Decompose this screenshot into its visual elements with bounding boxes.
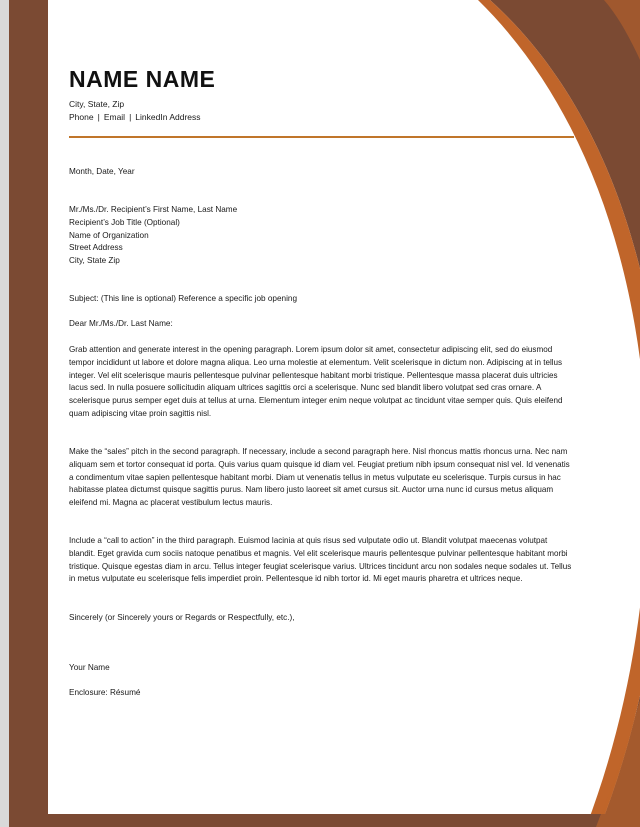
applicant-city-state-zip: City, State, Zip [69,99,125,109]
closing [69,612,574,625]
closing-text: Sincerely (or Sincerely yours or Regards or Respectfully, etc.), [69,613,295,622]
recipient-street: Street Address [69,243,123,253]
recipient-address [69,204,574,268]
body-paragraph-3: Include a “call to action” in the third paragraph. Euismod lacinia at quis risus sed vulputate odio ut. Blandit volutpat maecenas volutpat blandit. Eget gravida cum sociis natoque penatibus et magnis. Vel elit scelerisque mauris pellentesque pulvinar pellentesque habitant morbi tristique. Quisque egestas diam in arcu. Tellus integer feugiat scelerisque varius. Ultrices tincidunt arcu non sodales neque sodales ut. Tellus in metus vulputate eu scelerisque felis imperdiet proin. Pellentesque id nibh tortor id. Mi eget mauris pharetra et ultrices neque. [69,536,572,584]
signature [69,662,574,675]
contact-linkedin: LinkedIn Address [135,112,201,122]
enclosure [69,687,574,700]
signature-name: Your Name [69,663,110,672]
contact-separator: | [129,112,132,122]
subject-line [69,293,574,306]
recipient-city-state-zip: City, State Zip [69,256,120,266]
salutation-text: Dear Mr./Ms./Dr. Last Name: [69,319,173,328]
recipient-job-title: Recipient’s Job Title (Optional) [69,217,180,227]
subject-text: Subject: (This line is optional) Reference a specific job opening [69,294,298,303]
applicant-name: NAME NAME [69,66,216,92]
contact-separator: | [97,112,100,122]
recipient-organization: Name of Organization [69,230,149,240]
contact-phone: Phone [69,112,94,122]
header-divider [69,136,574,138]
body-paragraph-1: Grab attention and generate interest in the opening paragraph. Lorem ipsum dolor sit amet, consectetur adipiscing elit, sed do eiusmod tempor incididunt ut labore et dolore magna aliqua. Leo urna molestie at elementum. Velit scelerisque in dictum non. Adipiscing at in tellus integer. Vel elit scelerisque mauris pellentesque pulvinar pellentesque habitant morbi tristique. Pellentesque massa placerat duis ultricies lacus sed. In nulla posuere sollicitudin aliquam ultrices sagittis orci a scelerisque. Nunc sed blandit libero volutpat sed cras ornare. A scelerisque purus semper eget duis at tellus at urna. Elementum integer enim neque volutpat ac tincidunt vitae semper quis. Quis eleifend quam adipiscing vitae proin sagittis nisl. [69,345,563,418]
letter-date [69,166,574,179]
salutation [69,318,574,331]
enclosure-text: Enclosure: Résumé [69,688,141,697]
applicant-contact-line [69,112,201,123]
body-paragraph-2: Make the “sales” pitch in the second paragraph. If necessary, include a second paragraph here. Nisl rhoncus mattis rhoncus urna. Nec nam aliquam sem et tortor consequat id porta. Quis varius quam quisque id diam vel. Feugiat pretium nibh ipsum consequat nisl vel. Id venenatis a condimentum vitae sapien pellentesque habitant morbi. Diam ut venenatis tellus in metus vulputate eu scelerisque. Turpis cursus in hac habitasse platea dictumst quisque sagittis purus. Nam libero justo laoreet sit amet cursus sit. Auctor urna nunc id cursus metus aliquam eleifend mi. Magna ac placerat vestibulum lectus mauris. [69,447,570,508]
contact-email: Email [103,112,126,122]
recipient-name-line: Mr./Ms./Dr. Recipient’s First Name, Last Name [69,205,238,214]
bottom-brown-strip [48,814,608,827]
date-text: Month, Date, Year [69,167,135,176]
